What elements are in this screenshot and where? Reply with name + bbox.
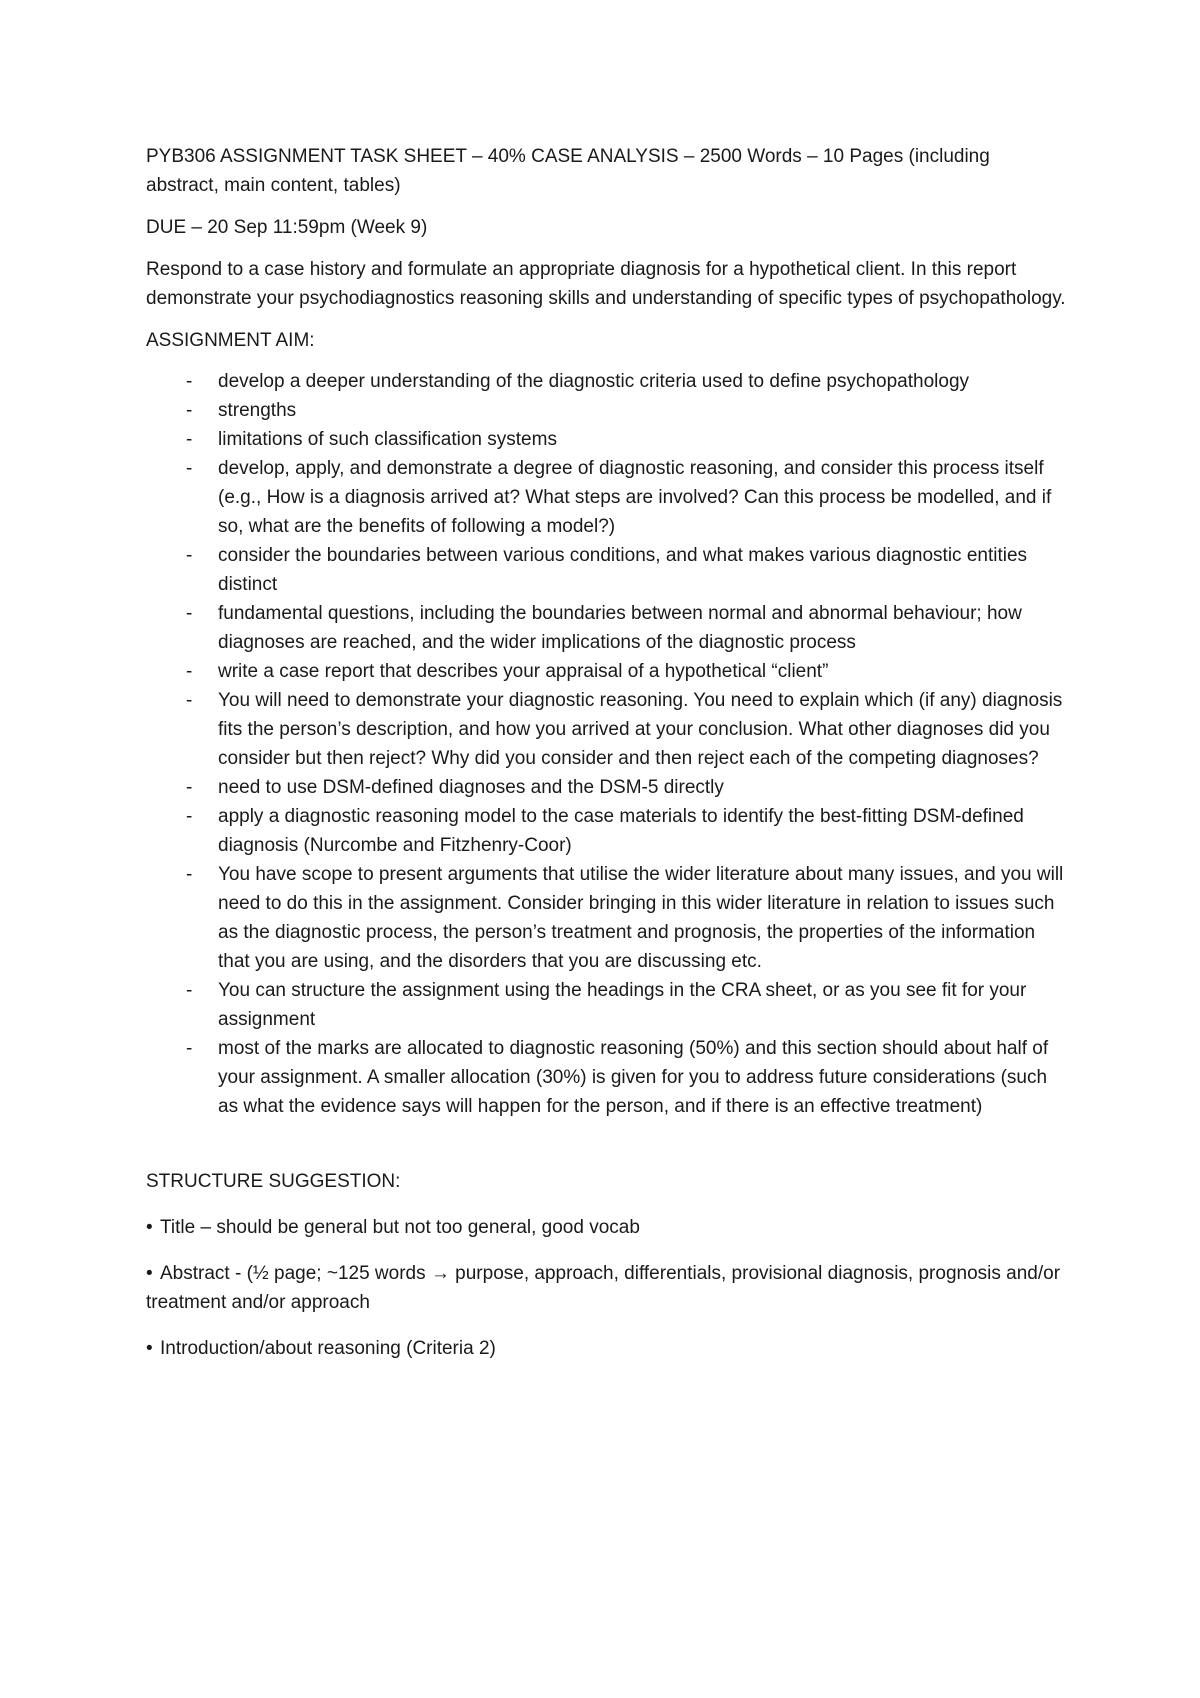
aim-item: - consider the boundaries between various conditions, and what makes various diagnostic entities distinct <box>146 541 1066 599</box>
aim-heading: ASSIGNMENT AIM: <box>146 330 315 351</box>
bullet-marker: • <box>146 1217 153 1238</box>
dash-marker: - <box>186 458 193 479</box>
intro-paragraph: Respond to a case history and formulate an appropriate diagnosis for a hypothetical client. In this report demonstrate your psychodiagnostics reasoning skills and understanding of specific types of psychopathology. <box>146 259 1066 309</box>
structure-item: • Title – should be general but not too general, good vocab <box>146 1213 1066 1242</box>
aim-item: - most of the marks are allocated to diagnostic reasoning (50%) and this section should about half of your assignment. A smaller allocation (30%) is given for you to address future considerations (such as what the evidence says will happen for the person, and if there is an effective treatment) <box>146 1034 1066 1121</box>
structure-item: • Introduction/about reasoning (Criteria 2) <box>146 1334 1066 1363</box>
document-title: PYB306 ASSIGNMENT TASK SHEET – 40% CASE ANALYSIS – 2500 Words – 10 Pages (including abstract, main content, tables) <box>146 146 990 196</box>
dash-marker: - <box>186 864 193 885</box>
structure-heading: STRUCTURE SUGGESTION: <box>146 1171 401 1192</box>
aim-item: - You will need to demonstrate your diagnostic reasoning. You need to explain which (if any) diagnosis fits the person’s description, and how you arrived at your conclusion. What other diagnoses did you consider but then reject? Why did you consider and then reject each of the competing diagnoses? <box>146 686 1066 773</box>
dash-marker: - <box>186 400 193 421</box>
structure-item: • Abstract - (½ page; ~125 words → purpose, approach, differentials, provisional diagnosis, prognosis and/or treatment and/or approach <box>146 1259 1066 1317</box>
dash-marker: - <box>186 806 193 827</box>
aim-item: - strengths <box>146 396 1066 425</box>
dash-marker: - <box>186 545 193 566</box>
aim-item: - develop a deeper understanding of the diagnostic criteria used to define psychopathology <box>146 367 1066 396</box>
aim-item: - develop, apply, and demonstrate a degree of diagnostic reasoning, and consider this process itself (e.g., How is a diagnosis arrived at? What steps are involved? Can this process be modelled, and if so, what are the benefits of following a model?) <box>146 454 1066 541</box>
aim-list <box>146 367 1066 1121</box>
dash-marker: - <box>186 603 193 624</box>
dash-marker: - <box>186 980 193 1001</box>
dash-marker: - <box>186 371 193 392</box>
aim-item: - You can structure the assignment using the headings in the CRA sheet, or as you see fit for your assignment <box>146 976 1066 1034</box>
aim-item: - fundamental questions, including the boundaries between normal and abnormal behaviour; how diagnoses are reached, and the wider implications of the diagnostic process <box>146 599 1066 657</box>
dash-marker: - <box>186 1038 193 1059</box>
dash-marker: - <box>186 777 193 798</box>
dash-marker: - <box>186 661 193 682</box>
aim-item: - limitations of such classification systems <box>146 425 1066 454</box>
aim-item: - write a case report that describes your appraisal of a hypothetical “client” <box>146 657 1066 686</box>
dash-marker: - <box>186 690 193 711</box>
bullet-marker: • <box>146 1263 153 1284</box>
aim-item: - need to use DSM-defined diagnoses and the DSM-5 directly <box>146 773 1066 802</box>
document-page <box>146 142 1066 1380</box>
aim-item: - apply a diagnostic reasoning model to the case materials to identify the best-fitting DSM-defined diagnosis (Nurcombe and Fitzhenry-Coor) <box>146 802 1066 860</box>
dash-marker: - <box>186 429 193 450</box>
section-spacer <box>146 1121 1066 1167</box>
due-date: DUE – 20 Sep 11:59pm (Week 9) <box>146 217 428 238</box>
bullet-marker: • <box>146 1338 153 1359</box>
aim-item: - You have scope to present arguments that utilise the wider literature about many issues, and you will need to do this in the assignment. Consider bringing in this wider literature in relation to issues such as the diagnostic process, the person’s treatment and prognosis, the properties of the information that you are using, and the disorders that you are discussing etc. <box>146 860 1066 976</box>
